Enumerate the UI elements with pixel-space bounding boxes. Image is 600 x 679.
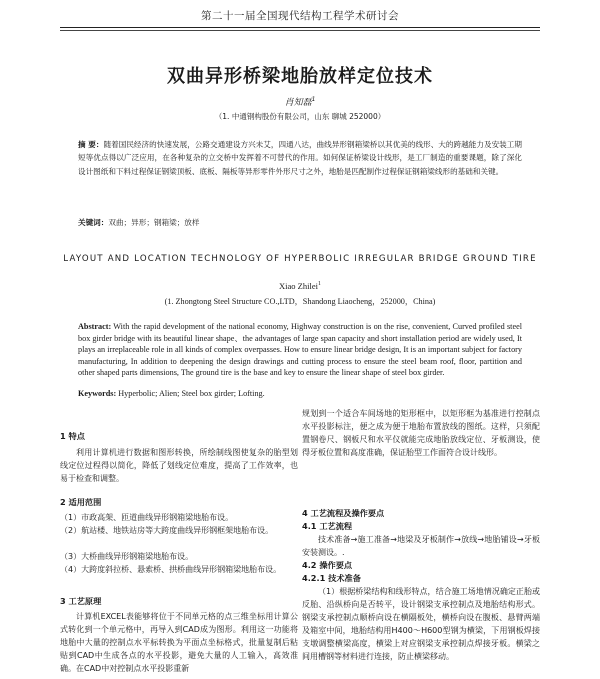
- cn-author: 肖知磊$^1$: [284, 96, 316, 108]
- section-3-text: 计算机EXCEL表能够将位于不同单元格的点三维坐标用计算公式转化到一个单元格中，再导入到CAD成为图形。利用这一功能将地胎中大量的控制点水平标转换为平面点坐标格式，批量复制后粘贴到CAD中生成各点的水平投影，避免大量的人工输入，高效准确。在CAD中对控制点水平投影重新: [60, 612, 298, 673]
- section-4-2-heading: 4.2 操作要点: [302, 560, 353, 570]
- cn-abstract-label: 摘 要：: [78, 140, 104, 149]
- section-4-heading: 4 工艺流程及操作要点: [302, 508, 385, 518]
- cn-affiliation: （1. 中通钢构股份有限公司，山东 聊城 252000）: [214, 112, 386, 121]
- en-abstract-text: With the rapid development of the national economy, Highway construction is on the rise, convenient, Curved profiled steel box girder bridge with its beautiful linear shape、the advantages of large span capacity and short installation period are widely used, It plays an irreplaceable role in all kinds of complex overpasses. How to ensure linear bridge design, It is an important subject for factory manufacturing, In addition to deepening the design drawings and cutting process to ensure the steel beam roof, floor, partition and other shaped parts dimensions, The ground tire is the base and key to ensure the linear shape of steel box girder.: [78, 322, 522, 377]
- section-4-1-text: 技术准备→施工准备→地梁及牙板制作→放线→地胎铺设→牙板安装测设。.: [302, 535, 540, 557]
- en-keywords-text: Hyperbolic; Alien; Steel box girder; Lofting.: [118, 389, 265, 398]
- header-rule: [60, 27, 540, 28]
- cn-keywords: [78, 217, 522, 228]
- section-3-heading: 3 工艺原理: [60, 596, 102, 606]
- cn-abstract-text: 随着国民经济的快速发展，公路交通建设方兴未艾，四通八达，曲线异形钢箱梁桥以其优美的线形、大的跨越能力及安装工期短等优点得以广泛应用，在各种复杂的立交桥中发挥着不可替代的作用。如何保证桥梁设计线形，是工厂制造的重要课题，除了深化设计图纸和下料过程保证钢梁顶板、底板、隔板等异形零件外形尺寸之外，地胎是匹配制作过程保证钢箱梁线形的基础和关键。: [78, 140, 522, 176]
- running-head: 第二十一届全国现代结构工程学术研讨会: [201, 10, 399, 22]
- en-keywords-label: Keywords:: [78, 389, 117, 398]
- en-affiliation: (1. Zhongtong Steel Structure CO.,LTD，Shandong Liaocheng，252000，China): [164, 297, 436, 306]
- section-1-heading: 1 特点: [60, 431, 85, 441]
- section-2-item: （3）大桥曲线异形钢箱梁地胎布设。: [60, 552, 194, 561]
- en-title: LAYOUT AND LOCATION TECHNOLOGY OF HYPERBOLIC IRREGULAR BRIDGE GROUND TIRE: [63, 254, 537, 264]
- en-keywords: [78, 389, 522, 398]
- en-abstract: [78, 321, 522, 379]
- cn-keywords-label: 关键词：: [78, 218, 109, 227]
- cn-keywords-text: 双曲；异形；钢箱梁；放样: [108, 218, 200, 227]
- section-2-item: （2）航站楼、地铁站房等大跨度曲线异形钢框架地胎布设。: [60, 526, 274, 535]
- section-2-item: （4）大跨度斜拉桥、悬索桥、拱桥曲线异形钢箱梁地胎布设。: [60, 565, 282, 574]
- cn-abstract: [78, 138, 522, 178]
- header-rule-thin: [60, 30, 540, 31]
- en-author: Xiao Zhilei$^1$: [279, 281, 321, 291]
- section-2-item: （1）市政高架、匝道曲线异形钢箱梁地胎布设。: [60, 513, 234, 522]
- section-3-continued: 规划到一个适合车间场地的矩形框中，以矩形框为基准进行控制点水平投影标注，便之成为便于地胎布置放线的图纸。这样，只须配置钢卷尺、钢板尺和水平仪就能完成地胎放线定位、牙板测设，使得牙板位置和高度准确，保证胎型工作面符合设计线形。: [302, 409, 540, 457]
- section-1-text: 利用计算机进行数据和图形转换，所绘制线图使复杂的胎型划线定位过程得以简化，降低了划线定位难度，提高了工作效率，也易于检查和调整。: [60, 448, 298, 483]
- section-4-2-1-heading: 4.2.1 技术准备: [302, 573, 361, 583]
- section-4-2-1-text: （1）根据桥梁结构和线形特点，结合施工场地情况确定正胎或反胎、沿纵桥向是否转平，设计钢梁支承控制点及地胎结构形式。钢梁支承控制点顺桥向设在横隔板处，横桥向设在腹板、悬臂两端及箱室中间，地胎结构用H400～H600型钢为横梁，下用钢板焊接支墩调整横梁高度，横梁上对应钢梁支承控制点焊接牙板。横梁之间用槽钢等材料进行连接，防止横梁移动。: [302, 587, 540, 661]
- en-author-sup: 1: [317, 281, 321, 288]
- section-4-1-heading: 4.1 工艺流程: [302, 521, 353, 531]
- section-2-heading: 2 适用范围: [60, 497, 102, 507]
- cn-author-sup: 1: [311, 96, 316, 103]
- en-abstract-label: Abstract:: [78, 322, 112, 331]
- cn-title: 双曲异形桥梁地胎放样定位技术: [167, 66, 433, 87]
